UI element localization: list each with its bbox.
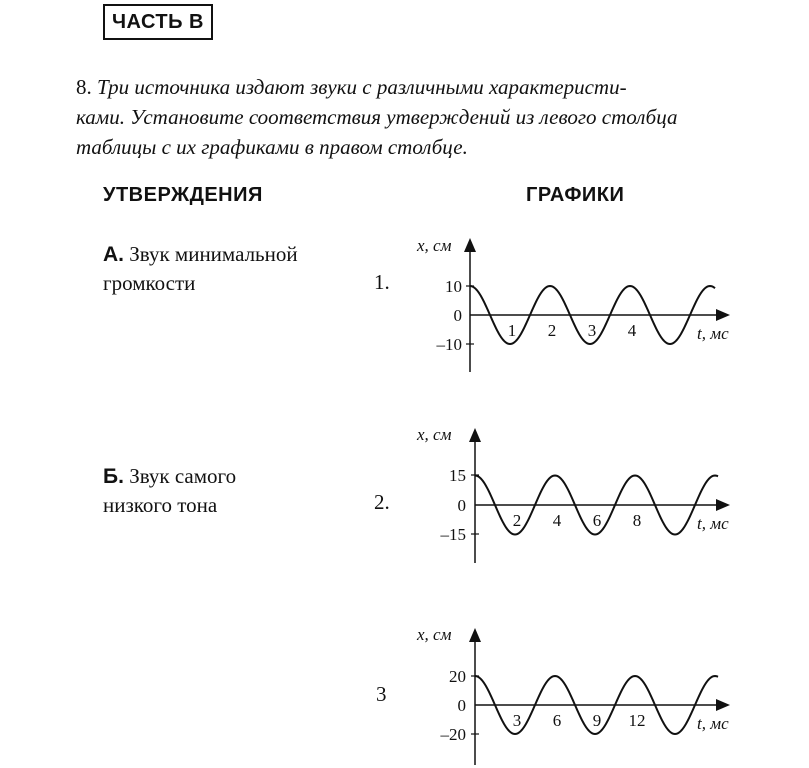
part-label: ЧАСТЬ В: [103, 4, 213, 40]
graph-1-x-arrow: [716, 309, 730, 321]
graph-1-y-label: x, см: [417, 236, 452, 255]
statement-b-letter: Б.: [103, 465, 124, 488]
graph-3-y-label: x, см: [417, 625, 452, 644]
task-line-3: таблицы с их графиками в правом столбце.: [76, 135, 468, 159]
statement-a-letter: А.: [103, 243, 124, 266]
graph-1-y-tick-max: 10: [445, 277, 462, 296]
graph-2-x-tick-2: 4: [552, 511, 562, 530]
statement-b-line2: низкого тона: [103, 493, 218, 517]
graph-3-x-tick-3: 9: [592, 711, 602, 730]
graph-1-y-tick-min: –10: [436, 335, 462, 354]
statement-a: [103, 240, 298, 297]
graph-3-x-tick-2: 6: [552, 711, 562, 730]
graph-1-x-tick-2: 2: [547, 321, 557, 340]
graph-3-number: 3: [376, 682, 387, 706]
statements-heading: УТВЕРЖДЕНИЯ: [103, 184, 263, 206]
task-text: [76, 72, 744, 162]
graph-1-x-tick-1: 1: [507, 321, 517, 340]
statement-b: [103, 462, 236, 519]
graph-2-x-tick-3: 6: [592, 511, 602, 530]
task-line-1: Три источника издают звуки с различными характеристи-: [97, 75, 627, 99]
graph-2-x-tick-4: 8: [632, 511, 642, 530]
graph-3-y-tick-min: –20: [440, 725, 466, 744]
graph-2-number: 2.: [374, 490, 390, 514]
graph-3-x-tick-4: 12: [628, 711, 646, 730]
graphs-heading: ГРАФИКИ: [526, 184, 625, 206]
graph-3-y-tick-zero: 0: [457, 696, 466, 715]
graph-1-x-label: t, мс: [697, 324, 729, 343]
graph-1-y-tick-zero: 0: [453, 306, 462, 325]
graph-1-y-arrow: [464, 238, 476, 252]
graph-2-x-label: t, мс: [697, 514, 729, 533]
statement-a-line2: громкости: [103, 271, 196, 295]
graph-2-y-tick-max: 15: [449, 466, 466, 485]
graph-2-y-arrow: [469, 428, 481, 442]
graph-2-y-tick-min: –15: [440, 525, 466, 544]
graph-1-x-tick-3: 3: [587, 321, 597, 340]
graph-2-y-tick-zero: 0: [457, 496, 466, 515]
graph-2-x-tick-1: 2: [512, 511, 522, 530]
graph-2: [400, 418, 740, 568]
graph-2-y-label: x, см: [417, 425, 452, 444]
graph-3-x-arrow: [716, 699, 730, 711]
graph-3-x-label: t, мс: [697, 714, 729, 733]
graph-3-x-tick-1: 3: [512, 711, 522, 730]
task-line-2: ками. Установите соответствия утверждений из левого столбца: [76, 105, 678, 129]
task-number: 8.: [76, 75, 92, 99]
graph-1: [400, 228, 740, 378]
graph-3: [400, 616, 740, 766]
graph-3-y-arrow: [469, 628, 481, 642]
graph-2-x-arrow: [716, 499, 730, 511]
graph-1-x-tick-4: 4: [627, 321, 637, 340]
graph-3-y-tick-max: 20: [449, 667, 466, 686]
graph-1-number: 1.: [374, 270, 390, 294]
statement-a-line1: Звук минимальной: [129, 242, 298, 266]
statement-b-line1: Звук самого: [129, 464, 237, 488]
